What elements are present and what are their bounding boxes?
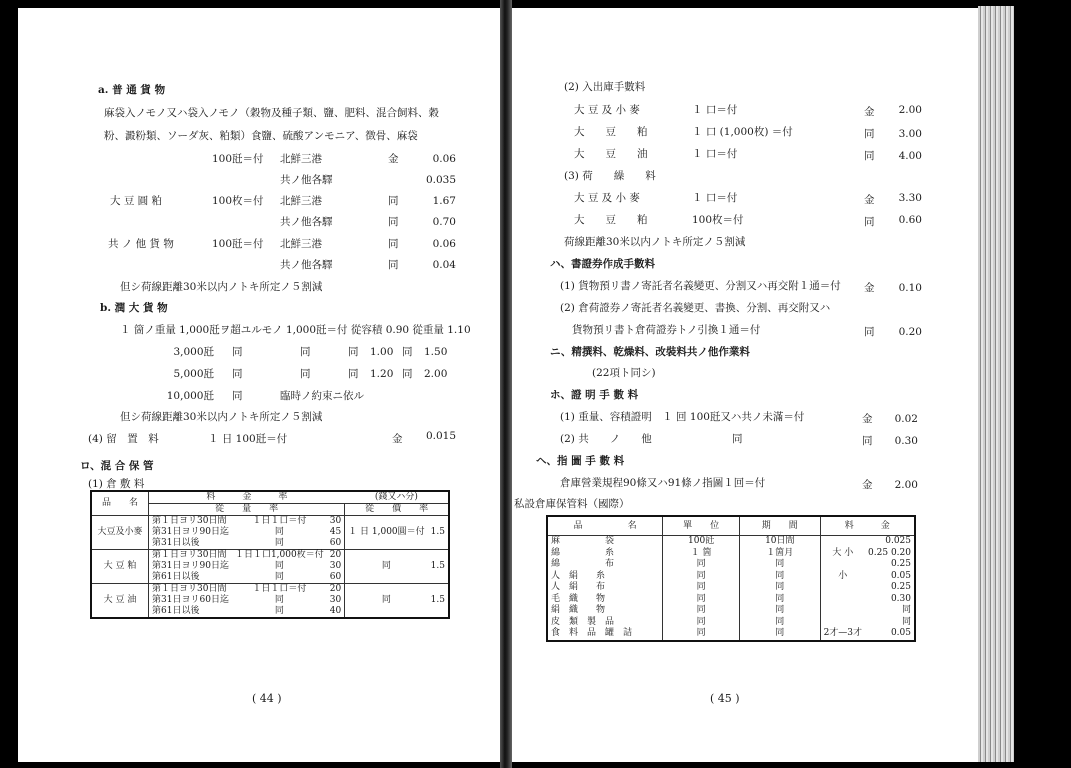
rate-b-weight: 10,000瓩 — [166, 390, 214, 402]
cell-size: 2才—3才 — [820, 628, 865, 641]
rate-unit: 100瓩＝付 — [212, 153, 264, 165]
cell-size: 小 — [820, 571, 865, 583]
cell-name: 絹 織 物 — [551, 605, 606, 616]
rate-currency: 同 — [388, 238, 399, 250]
fee-currency: 金 — [864, 194, 875, 206]
row-condition: 同 — [274, 527, 284, 537]
cell-rate: 0.25 — [890, 582, 911, 593]
rate-amount: 0.06 — [432, 153, 456, 165]
col-header-name: 品 名 — [547, 516, 663, 536]
ho1-amount: 0.02 — [894, 413, 918, 425]
row-period: 第１日ヨリ30日間 — [149, 550, 232, 562]
rate-b-col: 同 — [232, 390, 243, 402]
fee-unit: １ 口＝付 — [692, 192, 738, 204]
cell-size — [820, 605, 865, 617]
rate-b-value: 2.00 — [424, 368, 448, 380]
row-value-text: 同 — [345, 550, 428, 584]
row-period: 第31日ヨリ90日迄 — [149, 527, 232, 538]
cell-rate: 同 — [901, 616, 911, 627]
col-header-period: 期 間 — [740, 516, 821, 536]
row-rate: 20 — [327, 584, 345, 596]
row-rate: 40 — [329, 606, 342, 616]
fee4-amount: 0.015 — [425, 430, 456, 442]
cell-period: 同 — [740, 559, 821, 571]
rate-b-value: 1.50 — [424, 346, 448, 358]
page-number-left: ( 44 ) — [252, 692, 282, 705]
ha2-amount: 0.20 — [898, 326, 922, 338]
section-ni-title: ニ、精撰料、乾燥料、改裝料共ノ他作業料 — [550, 346, 750, 358]
row-period: 第31日ヨリ90日迄 — [149, 561, 232, 572]
row-value-text: 同 — [345, 584, 428, 619]
section-b-line1: １ 箇ノ重量 1,000瓩ヲ超ユルモノ 1,000瓩＝付 從容積 0.90 從重量 1.10 — [120, 324, 471, 336]
row-condition: 同 — [274, 538, 284, 548]
ha1-amount: 0.10 — [898, 282, 922, 294]
row-value-text: １ 日 1,000圓＝付 — [345, 516, 428, 550]
rate-currency: 同 — [388, 195, 399, 207]
table-row — [547, 548, 915, 560]
rate-amount: 0.70 — [432, 216, 456, 228]
table-row — [91, 584, 449, 596]
sub2-title: (2) 入出庫手數料 — [564, 81, 646, 93]
cell-unit: 同 — [663, 628, 740, 641]
table-row — [547, 536, 915, 548]
cell-size — [820, 617, 865, 629]
table-row — [91, 516, 449, 528]
cell-unit: 同 — [663, 594, 740, 606]
ha2-text-line1: (2) 倉荷證券ノ寄託者名義變更、書換、分割、再交附又ハ — [560, 302, 831, 314]
rate-currency: 金 — [388, 153, 399, 165]
rate-b-weight: 5,000瓩 — [173, 368, 214, 380]
rate-item: 大 豆 圓 粕 — [110, 195, 163, 207]
cell-name: 毛 織 物 — [551, 593, 606, 604]
fee-item: 大 豆 及 小 麥 — [574, 104, 640, 116]
cell-period: 同 — [740, 594, 821, 606]
fee-currency: 同 — [864, 128, 875, 140]
cell-name: 綿 布 — [551, 559, 615, 570]
ho2-amount: 0.30 — [894, 435, 918, 447]
cell-unit: 同 — [663, 571, 740, 583]
table-row — [547, 582, 915, 594]
table-row — [91, 550, 449, 562]
row-period: 第31日ヨリ60日迄 — [149, 595, 232, 606]
rate-amount: 0.04 — [432, 259, 456, 271]
rate-b-weight: 3,000瓩 — [173, 346, 214, 358]
ho1-currency: 金 — [862, 413, 873, 425]
section-a-title: a. 普 通 貨 物 — [98, 84, 166, 96]
he1-text: 倉庫營業規程90條又ハ91條ノ指圖１回＝付 — [560, 477, 766, 489]
row-rate: 30 — [329, 595, 342, 605]
row-condition: 同 — [274, 561, 284, 571]
row-condition: 同 — [274, 606, 284, 616]
fee-item: 大 豆 粕 — [574, 126, 648, 138]
ho2-label: (2) 共 ノ 他 — [560, 433, 652, 445]
cell-rate: 0.05 — [890, 570, 911, 581]
fee-item: 大 豆 及 小 麥 — [574, 192, 640, 204]
row-rate: 30 — [327, 516, 345, 528]
header-rates-text: 料 金 率 — [206, 492, 288, 502]
header-rates — [149, 491, 345, 504]
private-storage-table — [546, 515, 916, 642]
cell-unit: 同 — [663, 605, 740, 617]
cell-size: 大 小 — [820, 548, 865, 560]
storage-rate-table — [90, 490, 450, 619]
note-3: 荷線距離30米以内ノトキ所定ノ５割減 — [564, 236, 746, 248]
fee-currency: 金 — [864, 106, 875, 118]
row-period: 第61日以後 — [149, 572, 232, 584]
note-b: 但シ荷線距離30米以内ノトキ所定ノ５割減 — [120, 411, 323, 423]
he1-currency: 金 — [862, 479, 873, 491]
row-period: 第１日ヨリ30日間 — [149, 584, 232, 596]
sub3-title: (3) 荷 繰 料 — [564, 170, 656, 182]
fee-currency: 同 — [864, 150, 875, 162]
table-row — [547, 571, 915, 583]
rate-destination: 北鮮三港 — [280, 153, 322, 165]
row-condition: １日１口1,000枚＝付 — [232, 550, 327, 562]
cell-period: 同 — [740, 571, 821, 583]
table-row — [547, 605, 915, 617]
row-period: 第31日以後 — [149, 538, 232, 550]
page-edges — [978, 6, 1014, 762]
fee4-label: (4) 留 置 料 — [88, 433, 159, 445]
cell-unit: 100瓩 — [663, 536, 740, 548]
fee-item: 大 豆 粕 — [574, 214, 648, 226]
row-condition: １日１口＝付 — [232, 584, 327, 596]
fee-amount: 4.00 — [898, 150, 922, 162]
row-value-rate: 1.5 — [428, 584, 449, 619]
table-row — [547, 594, 915, 606]
fee-amount: 2.00 — [898, 104, 922, 116]
header-by-quantity: 從 量 率 — [149, 504, 345, 516]
cell-unit: 同 — [663, 617, 740, 629]
rate-b-value: 1.00 — [370, 346, 394, 358]
cell-unit: 同 — [663, 559, 740, 571]
rate-b-col: 同 — [232, 346, 243, 358]
row-condition: １日１口＝付 — [232, 516, 327, 528]
rate-b-col: 同 — [348, 346, 359, 358]
rate-b-col: 同 — [402, 368, 413, 380]
ho2-currency: 同 — [862, 435, 873, 447]
rate-currency: 同 — [388, 216, 399, 228]
rate-b-note: 臨時ノ約束ニ依ル — [280, 390, 364, 402]
cell-period: 同 — [740, 628, 821, 641]
rate-b-col: 同 — [402, 346, 413, 358]
row-period: 第１日ヨリ30日間 — [149, 516, 232, 528]
row-value-rate: 1.5 — [428, 516, 449, 550]
cell-size — [820, 582, 865, 594]
fee-unit: １ 口＝付 — [692, 148, 738, 160]
he1-amount: 2.00 — [894, 479, 918, 491]
ha1-currency: 金 — [864, 282, 875, 294]
rate-b-col: 同 — [300, 368, 311, 380]
left-page — [18, 8, 500, 762]
row-product: 大 豆 粕 — [91, 550, 149, 584]
ha2-text-line2: 貨物預リ書ト倉荷證券トノ引換１通＝付 — [572, 324, 761, 336]
section-ro-title: ロ、混 合 保 管 — [80, 460, 154, 472]
cell-size — [820, 594, 865, 606]
section-a-desc-line2: 粉、澱粉類、ソーダ灰、粕類）食鹽、硫酸アンモニア、徴骨、麻袋 — [104, 130, 418, 142]
cell-rate: 0.025 — [885, 536, 911, 547]
row-condition: 同 — [274, 572, 284, 582]
rate-unit: 100瓩＝付 — [212, 238, 264, 250]
header-unit: (錢又ハ分) — [374, 492, 418, 502]
fee4-unit: １ 日 100瓩＝付 — [208, 433, 288, 445]
rate-b-col: 同 — [300, 346, 311, 358]
note-a: 但シ荷線距離30米以内ノトキ所定ノ５割減 — [120, 281, 323, 293]
private-storage-title: 私設倉庫保管料（國際） — [514, 498, 630, 510]
section-he-title: ヘ、指 圖 手 數 料 — [536, 455, 625, 467]
header-product: 品 名 — [91, 491, 149, 516]
fee-amount: 3.30 — [898, 192, 922, 204]
row-condition: 同 — [274, 595, 284, 605]
rate-destination: 北鮮三港 — [280, 238, 322, 250]
ha1-text: (1) 貨物預リ書ノ寄託者名義變更、分割又ハ再交附１通＝付 — [560, 280, 841, 292]
col-header-rate: 料 金 — [820, 516, 915, 536]
rate-amount: 0.035 — [425, 174, 456, 186]
fee-unit: １ 口＝付 — [692, 104, 738, 116]
cell-rate: 0.30 — [890, 593, 911, 604]
fee-unit: １ 口 (1,000枚) ＝付 — [692, 126, 793, 138]
row-product: 大豆及小麥 — [91, 516, 149, 550]
row-value-rate: 1.5 — [428, 550, 449, 584]
rate-b-col: 同 — [348, 368, 359, 380]
cell-rate: 0.05 — [890, 628, 911, 639]
row-rate: 45 — [329, 527, 342, 537]
cell-rate: 同 — [901, 605, 911, 616]
cell-period: 同 — [740, 582, 821, 594]
rate-destination: 共ノ他各驛 — [280, 216, 333, 228]
cell-name: 麻 袋 — [551, 536, 615, 547]
rate-amount: 1.67 — [432, 195, 456, 207]
right-page — [512, 8, 978, 762]
cell-unit: 同 — [663, 582, 740, 594]
cell-name: 人 絹 糸 — [551, 570, 606, 581]
ho2-unit: 同 — [732, 433, 743, 445]
cell-size — [820, 559, 865, 571]
table-row — [547, 617, 915, 629]
fee-item: 大 豆 油 — [574, 148, 648, 160]
fee-amount: 0.60 — [898, 214, 922, 226]
rate-currency: 同 — [388, 259, 399, 271]
cell-period: 10日間 — [740, 536, 821, 548]
fee4-currency: 金 — [392, 433, 403, 445]
fee-unit: 100枚＝付 — [692, 214, 744, 226]
row-rate: 30 — [329, 561, 342, 571]
ho1-text: (1) 重量、容積證明 １ 回 100瓩又ハ共ノ未滿＝付 — [560, 411, 805, 423]
col-header-unit: 單 位 — [663, 516, 740, 536]
page-number-right: ( 45 ) — [710, 692, 740, 705]
section-ha-title: ハ、書證券作成手數料 — [550, 258, 655, 270]
rate-item: 共 ノ 他 貨 物 — [108, 238, 174, 250]
cell-size — [820, 536, 865, 548]
rate-destination: 共ノ他各驛 — [280, 259, 333, 271]
row-rate: 60 — [329, 538, 342, 548]
cell-name: 皮 類 製 品 — [551, 616, 615, 627]
cell-name: 食 料 品 罐 詰 — [551, 628, 633, 639]
rate-b-value: 1.20 — [370, 368, 394, 380]
fee-amount: 3.00 — [898, 128, 922, 140]
cell-rate: 0.25 0.20 — [868, 547, 911, 558]
row-rate: 60 — [329, 572, 342, 582]
section-ho-title: ホ、證 明 手 數 料 — [550, 389, 639, 401]
row-rate: 20 — [327, 550, 345, 562]
rate-destination: 北鮮三港 — [280, 195, 322, 207]
header-by-value: 從 價 率 — [345, 504, 449, 516]
table-row — [547, 628, 915, 641]
rate-destination: 共ノ他各驛 — [280, 174, 333, 186]
row-period: 第61日以後 — [149, 606, 232, 618]
rate-amount: 0.06 — [432, 238, 456, 250]
cell-period: 同 — [740, 617, 821, 629]
ni-note: (22項ト同シ) — [592, 367, 656, 379]
sub1-title: (1) 倉 敷 料 — [88, 478, 145, 490]
row-product: 大 豆 油 — [91, 584, 149, 619]
cell-period: 同 — [740, 605, 821, 617]
cell-name: 綿 糸 — [551, 547, 615, 558]
fee-currency: 同 — [864, 216, 875, 228]
section-a-desc-line1: 麻袋入ノモノ又ハ袋入ノモノ（穀物及種子類、鹽、肥料、混合飼料、穀 — [104, 107, 439, 119]
ha2-currency: 同 — [864, 326, 875, 338]
rate-b-col: 同 — [232, 368, 243, 380]
section-b-title: b. 潤 大 貨 物 — [100, 302, 168, 314]
rate-unit: 100枚＝付 — [212, 195, 264, 207]
table-row — [547, 559, 915, 571]
cell-name: 人 絹 布 — [551, 582, 606, 593]
book-spine — [500, 0, 512, 768]
cell-period: １箇月 — [740, 548, 821, 560]
cell-unit: １ 箇 — [663, 548, 740, 560]
cell-rate: 0.25 — [890, 559, 911, 570]
